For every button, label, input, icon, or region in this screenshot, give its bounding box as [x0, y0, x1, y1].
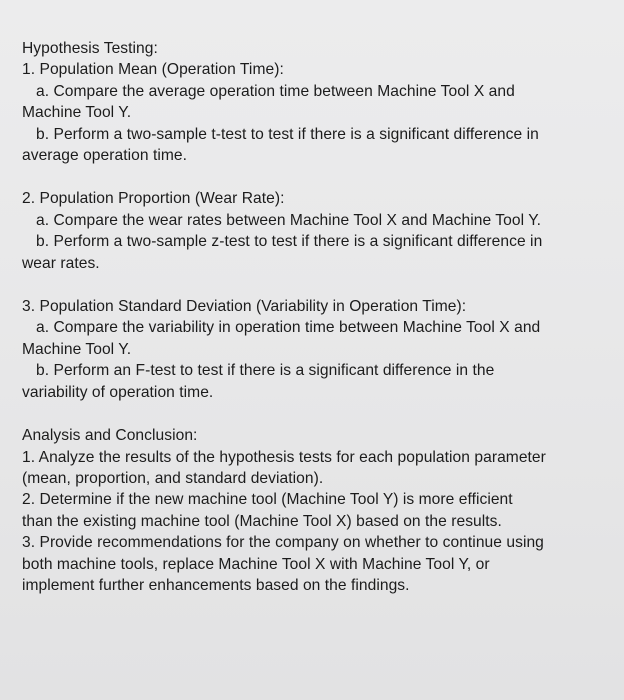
subitem-mean-b: b. Perform a two-sample t-test to test if there is a significant difference in [36, 125, 539, 143]
heading-hypothesis-testing: Hypothesis Testing: [22, 40, 158, 57]
item-population-proportion: 2. Population Proportion (Wear Rate): [22, 190, 285, 208]
subitem-sd-a: a. Compare the variability in operation time between Machine Tool X and [36, 319, 541, 337]
subitem-sd-a-cont: Machine Tool Y. [22, 340, 132, 358]
subitem-mean-b-cont: average operation time. [22, 147, 187, 165]
item-population-mean: 1. Population Mean (Operation Time): [22, 61, 284, 79]
subitem-mean-a: a. Compare the average operation time between Machine Tool X and [36, 82, 515, 100]
subitem-sd-b-cont: variability of operation time. [22, 383, 214, 401]
subitem-proportion-b-cont: wear rates. [22, 254, 100, 272]
section-standard-deviation [22, 296, 614, 403]
document-text [22, 38, 614, 596]
paragraph-gap [22, 166, 614, 188]
item-determine-efficiency-cont: than the existing machine tool (Machine Tool X) based on the results. [22, 512, 502, 530]
subitem-proportion-a: a. Compare the wear rates between Machine Tool X and Machine Tool Y. [36, 211, 542, 229]
subitem-sd-b: b. Perform an F-test to test if there is a significant difference in the [36, 362, 495, 380]
paragraph-gap [22, 403, 614, 425]
subitem-proportion-b: b. Perform a two-sample z-test to test if there is a significant difference in [36, 233, 543, 251]
section-analysis-conclusion [22, 425, 614, 596]
section-population-mean [22, 38, 614, 166]
item-determine-efficiency: 2. Determine if the new machine tool (Machine Tool Y) is more efficient [22, 491, 513, 509]
paragraph-gap [22, 274, 614, 296]
item-recommendations: 3. Provide recommendations for the company on whether to continue using [22, 534, 544, 552]
item-analyze-results: 1. Analyze the results of the hypothesis tests for each population parameter [22, 448, 546, 466]
item-standard-deviation: 3. Population Standard Deviation (Variability in Operation Time): [22, 298, 467, 316]
subitem-mean-a-cont: Machine Tool Y. [22, 104, 132, 122]
heading-analysis-conclusion: Analysis and Conclusion: [22, 427, 198, 445]
section-population-proportion [22, 188, 614, 274]
item-recommendations-cont-2: implement further enhancements based on the findings. [22, 576, 410, 594]
item-analyze-results-cont: (mean, proportion, and standard deviation). [22, 469, 324, 487]
item-recommendations-cont-1: both machine tools, replace Machine Tool X with Machine Tool Y, or [22, 555, 490, 573]
